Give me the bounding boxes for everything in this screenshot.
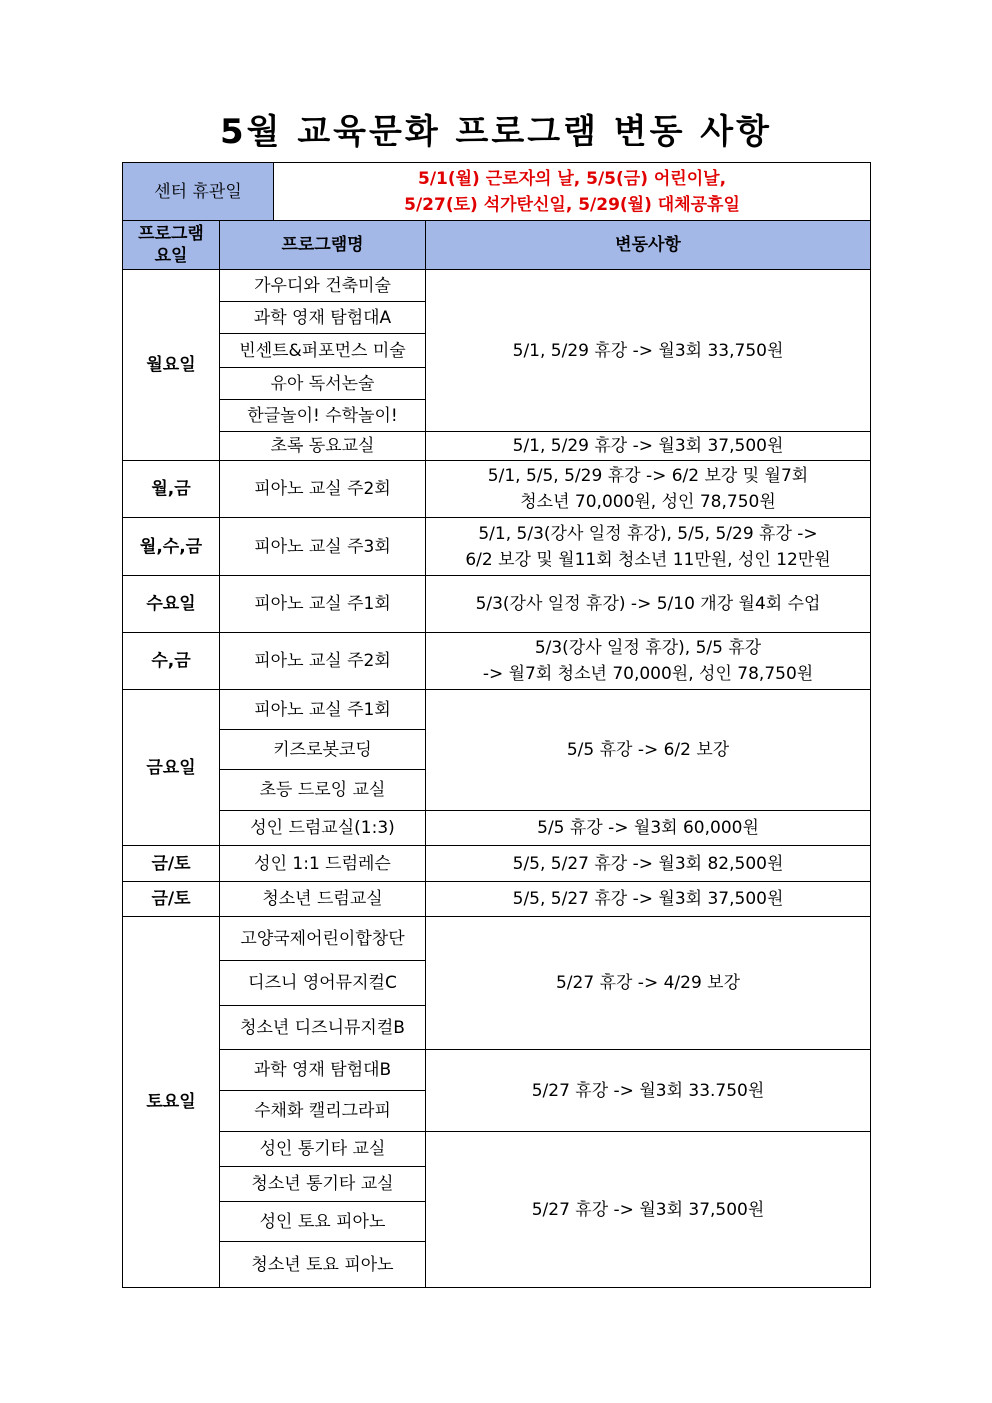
change-cell: 5/3(강사 일정 휴강) -> 5/10 개강 월4회 수업 bbox=[426, 576, 871, 633]
program-cell: 초등 드로잉 교실 bbox=[220, 770, 426, 811]
program-cell: 키즈로봇코딩 bbox=[220, 730, 426, 770]
program-cell: 과학 영재 탐험대A bbox=[220, 302, 426, 334]
change-line-2: -> 월7회 청소년 70,000원, 성인 78,750원 bbox=[482, 664, 814, 684]
change-cell: 5/1, 5/29 휴강 -> 월3회 37,500원 bbox=[426, 432, 871, 461]
day-cell: 수요일 bbox=[123, 576, 220, 633]
program-cell: 고양국제어린이합창단 bbox=[220, 917, 426, 961]
program-cell: 성인 토요 피아노 bbox=[220, 1202, 426, 1242]
program-cell: 청소년 통기타 교실 bbox=[220, 1167, 426, 1202]
table-row bbox=[123, 1050, 871, 1091]
change-cell: 5/5 휴강 -> 6/2 보강 bbox=[426, 690, 871, 811]
day-cell: 금/토 bbox=[123, 846, 220, 882]
program-cell: 피아노 교실 주2회 bbox=[220, 461, 426, 518]
holiday-row bbox=[123, 163, 871, 221]
change-line-2: 청소년 70,000원, 성인 78,750원 bbox=[520, 492, 776, 512]
page-title: 5월 교육문화 프로그램 변동 사항 bbox=[220, 112, 772, 152]
program-cell: 성인 드럼교실(1:3) bbox=[220, 811, 426, 846]
change-cell bbox=[426, 518, 871, 576]
day-cell: 토요일 bbox=[123, 917, 220, 1288]
table-row bbox=[123, 432, 871, 461]
change-cell: 5/27 휴강 -> 월3회 33.750원 bbox=[426, 1050, 871, 1132]
program-cell: 한글놀이! 수학놀이! bbox=[220, 400, 426, 432]
day-cell: 월요일 bbox=[123, 270, 220, 461]
header-day-line-1: 프로그램 bbox=[138, 224, 204, 244]
table-row bbox=[123, 518, 871, 576]
table-row bbox=[123, 270, 871, 302]
change-cell: 5/5 휴강 -> 월3회 60,000원 bbox=[426, 811, 871, 846]
holiday-dates bbox=[274, 163, 871, 221]
change-line-1: 5/1, 5/5, 5/29 휴강 -> 6/2 보강 및 월7회 bbox=[487, 466, 809, 486]
holiday-line-2: 5/27(토) 석가탄신일, 5/29(월) 대체공휴일 bbox=[404, 194, 740, 215]
program-cell: 청소년 드럼교실 bbox=[220, 882, 426, 917]
table-row bbox=[123, 633, 871, 690]
day-cell: 금요일 bbox=[123, 690, 220, 846]
header-change: 변동사항 bbox=[426, 221, 871, 270]
program-cell: 성인 통기타 교실 bbox=[220, 1132, 426, 1167]
program-cell: 청소년 디즈니뮤지컬B bbox=[220, 1006, 426, 1050]
program-cell: 빈센트&퍼포먼스 미술 bbox=[220, 334, 426, 368]
program-cell: 수채화 캘리그라피 bbox=[220, 1091, 426, 1132]
change-cell bbox=[426, 461, 871, 518]
change-cell: 5/5, 5/27 휴강 -> 월3회 82,500원 bbox=[426, 846, 871, 882]
program-cell: 피아노 교실 주1회 bbox=[220, 690, 426, 730]
program-cell: 유아 독서논술 bbox=[220, 368, 426, 400]
program-cell: 피아노 교실 주1회 bbox=[220, 576, 426, 633]
program-cell: 성인 1:1 드럼레슨 bbox=[220, 846, 426, 882]
change-line-1: 5/1, 5/3(강사 일정 휴강), 5/5, 5/29 휴강 -> bbox=[478, 523, 818, 544]
header-day-line-2: 요일 bbox=[154, 246, 188, 266]
change-line-1: 5/3(강사 일정 휴강), 5/5 휴강 bbox=[534, 638, 762, 658]
schedule-table bbox=[122, 162, 871, 1288]
change-cell: 5/1, 5/29 휴강 -> 월3회 33,750원 bbox=[426, 270, 871, 432]
header-row bbox=[123, 221, 871, 270]
day-cell: 수,금 bbox=[123, 633, 220, 690]
table-row bbox=[123, 882, 871, 917]
table-row bbox=[123, 690, 871, 730]
day-cell: 월,금 bbox=[123, 461, 220, 518]
table-row bbox=[123, 1132, 871, 1167]
change-cell bbox=[426, 633, 871, 690]
holiday-line-1: 5/1(월) 근로자의 날, 5/5(금) 어린이날, bbox=[417, 168, 727, 189]
program-cell: 과학 영재 탐험대B bbox=[220, 1050, 426, 1091]
table-row bbox=[123, 461, 871, 518]
change-cell: 5/27 휴강 -> 4/29 보강 bbox=[426, 917, 871, 1050]
table-row bbox=[123, 576, 871, 633]
day-cell: 월,수,금 bbox=[123, 518, 220, 576]
table-row bbox=[123, 917, 871, 961]
program-cell: 가우디와 건축미술 bbox=[220, 270, 426, 302]
program-cell: 피아노 교실 주3회 bbox=[220, 518, 426, 576]
table-row bbox=[123, 846, 871, 882]
holiday-label: 센터 휴관일 bbox=[123, 163, 274, 221]
change-cell: 5/27 휴강 -> 월3회 37,500원 bbox=[426, 1132, 871, 1288]
program-cell: 초록 동요교실 bbox=[220, 432, 426, 461]
day-cell: 금/토 bbox=[123, 882, 220, 917]
header-program-name: 프로그램명 bbox=[220, 221, 426, 270]
program-cell: 청소년 토요 피아노 bbox=[220, 1242, 426, 1288]
program-cell: 디즈니 영어뮤지컬C bbox=[220, 961, 426, 1006]
change-cell: 5/5, 5/27 휴강 -> 월3회 37,500원 bbox=[426, 882, 871, 917]
table-row bbox=[123, 811, 871, 846]
change-line-2: 6/2 보강 및 월11회 청소년 11만원, 성인 12만원 bbox=[465, 549, 831, 570]
header-day bbox=[123, 221, 220, 270]
program-cell: 피아노 교실 주2회 bbox=[220, 633, 426, 690]
